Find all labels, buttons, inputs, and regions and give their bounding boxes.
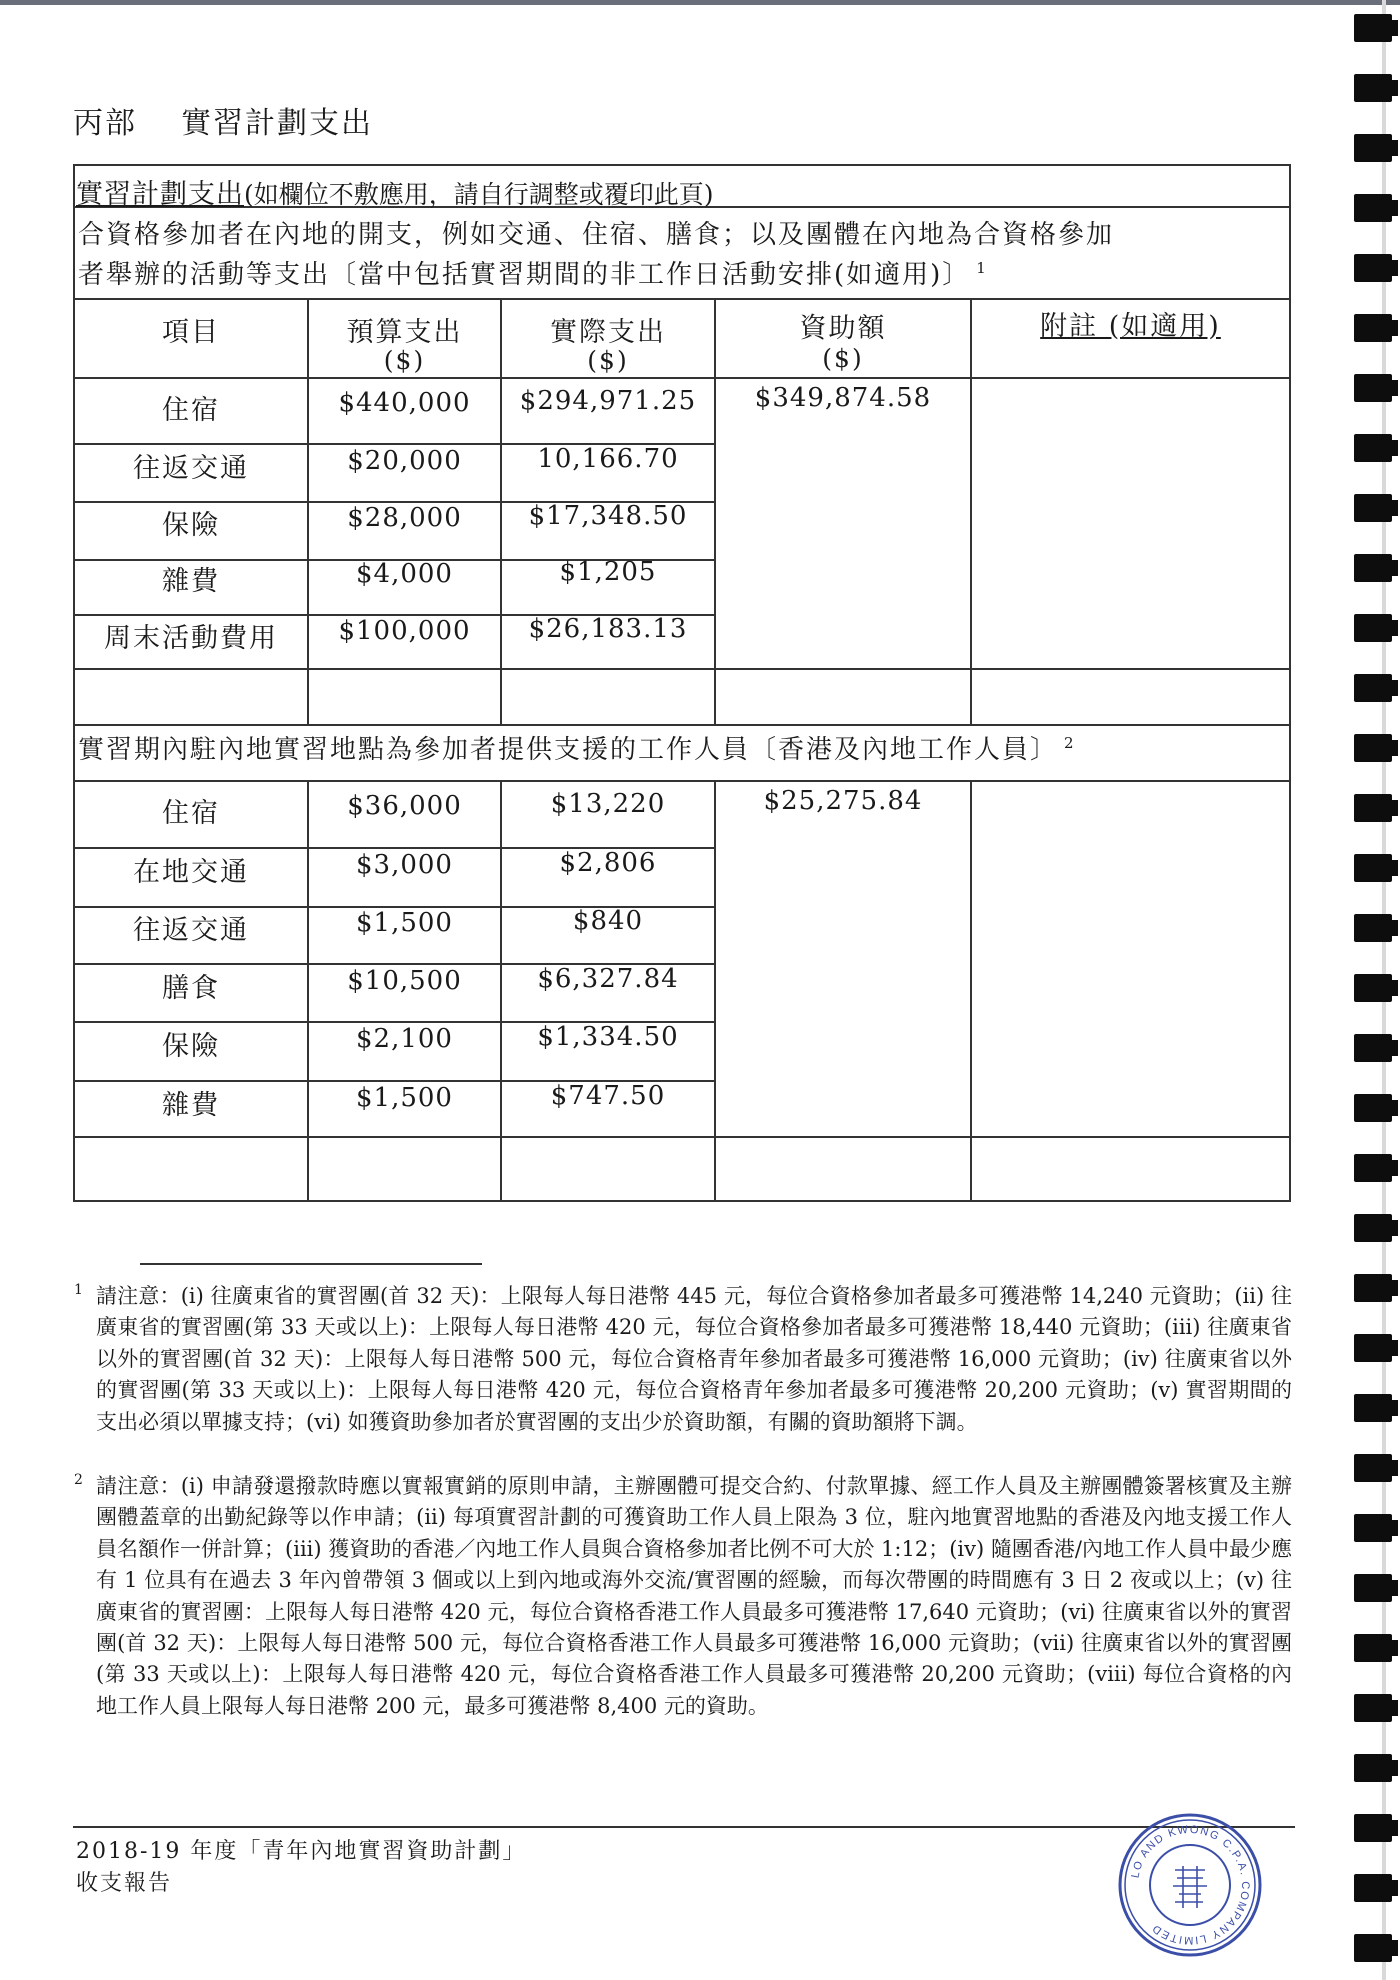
- footnote-ref-1: 1: [976, 259, 988, 278]
- section1-row-item: 往返交通: [133, 453, 249, 484]
- header-remarks: 附註 (如適用): [1040, 311, 1221, 342]
- footnote-2-text: 請注意：(i) 申請發還撥款時應以實報實銷的原則申請，主辦團體可提交合約、付款單據、經工作人員及主辦團體簽署核實及主辦團體蓋章的出勤紀錄等以作申請；(ii) 每項實習計劃的可獲資助工作人員上限為 3 位，駐內地實習地點的香港及內地支援工作人員名額作一併計算；(iii) 獲資助的香港／內地工作人員與合資格參加者比例不可大於 1:12；(iv) 隨團香港/內地工作人員中最少應有 1 位具有在過去 3 年內曾帶領 3 個或以上到內地或海外交流/實習團的經驗，而每次帶團的時間應有 3 日 2 夜或以上；(v) 往廣東省的實習團：上限每人每日港幣 420 元，每位合資格香港工作人員最多可獲港幣 17,640 元資助；(vi) 往廣東省以外的實習團(首 32 天)：上限每人每日港幣 500 元，每位合資格香港工作人員最多可獲港幣 16,000 元資助；(vii) 往廣東省以外的實習團(第 33 天或以上)：上限每人每日港幣 420 元，每位合資格香港工作人員最多可獲港幣 20,200 元資助；(viii) 每位合資格的內地工作人員上限每人每日港幣 200 元，最多可獲港幣 8,400 元的資助。: [96, 1474, 1292, 1718]
- header-item: 項目: [162, 317, 220, 348]
- section1-row-actual: $26,183.13: [528, 614, 688, 644]
- section1-row-actual: $294,971.25: [519, 386, 697, 416]
- section2-row-actual: $1,334.50: [537, 1022, 679, 1052]
- section2-row-item: 保險: [162, 1031, 220, 1062]
- col-rule: [714, 780, 716, 1202]
- footer-line2: 收支報告: [76, 1871, 173, 1896]
- section2-row-budget: $2,100: [356, 1024, 453, 1054]
- section1-row-item: 雜費: [162, 566, 220, 597]
- section1-row-actual: $1,205: [559, 557, 657, 587]
- section1-row-item: 周末活動費用: [104, 623, 278, 654]
- table-rule: [73, 298, 1291, 300]
- section1-subsidy: $349,874.58: [754, 383, 932, 413]
- section2-row-actual: $747.50: [550, 1081, 666, 1111]
- table-rule: [73, 724, 1291, 726]
- header-subsidy-currency: ($): [822, 344, 864, 373]
- section1-row-actual: 10,166.70: [537, 444, 679, 474]
- header-actual: 實際支出: [550, 317, 666, 348]
- table-caption: [76, 172, 714, 211]
- section2-description: 實習期內駐內地實習地點為參加者提供支援的工作人員〔香港及內地工作人員〕 $^2$: [78, 734, 1076, 765]
- section1-row-budget: $4,000: [356, 559, 453, 589]
- section1-row-budget: $20,000: [347, 446, 462, 476]
- footnote-separator: [140, 1263, 482, 1265]
- caption-note: (如欄位不敷應用，請自行調整或覆印此頁): [244, 180, 714, 209]
- caption-title: 實習計劃支出: [76, 179, 244, 210]
- section1-row-item: 住宿: [162, 395, 220, 426]
- footnote-2-mark: 2: [74, 1472, 83, 1488]
- col-rule: [970, 780, 972, 1202]
- table-rule: [73, 377, 1291, 379]
- section1-description-line2: 者舉辦的活動等支出〔當中包括實習期間的非工作日活動安排(如適用)〕 $^1$: [78, 259, 988, 290]
- section-heading: [73, 98, 417, 142]
- section2-row-budget: $1,500: [356, 908, 453, 938]
- section2-row-actual: $840: [572, 906, 644, 936]
- section2-row-budget: $3,000: [356, 850, 453, 880]
- header-budget-currency: ($): [383, 346, 426, 375]
- table-rule: [73, 1136, 1291, 1138]
- row-rule: [73, 668, 1291, 670]
- section1-row-budget: $28,000: [347, 503, 462, 533]
- section1-row-actual: $17,348.50: [528, 501, 688, 531]
- col-rule: [970, 298, 972, 724]
- footnote-1-text: 請注意：(i) 往廣東省的實習團(首 32 天)：上限每人每日港幣 445 元，每位合資格參加者最多可獲港幣 14,240 元資助；(ii) 往廣東省的實習團(第 33 天或以上)：上限每人每日港幣 420 元，每位合資格參加者最多可獲港幣 18,440 元資助；(iii) 往廣東省以外的實習團(首 32 天)：上限每人每日港幣 500 元，每位合資格青年參加者最多可獲港幣 16,000 元資助；(iv) 往廣東省以外的實習團(第 33 天或以上)：上限每人每日港幣 420 元，每位合資格青年參加者最多可獲港幣 20,200 元資助；(v) 實習期間的支出必須以單據支持；(vi) 如獲資助參加者於實習團的支出少於資助額，有關的資助額將下調。: [96, 1284, 1292, 1434]
- section-title: 實習計劃支出: [181, 106, 373, 141]
- section2-subsidy: $25,275.84: [763, 786, 923, 816]
- section2-row-actual: $13,220: [550, 789, 666, 819]
- section2-row-item: 在地交通: [133, 857, 249, 888]
- footnote-1: [74, 1281, 1292, 1438]
- section2-row-item: 雜費: [162, 1090, 220, 1121]
- header-subsidy: 資助額: [799, 313, 887, 344]
- section1-description-line1: 合資格參加者在內地的開支，例如交通、住宿、膳食；以及團體在內地為合資格參加: [78, 220, 1115, 250]
- footnote-2: [74, 1471, 1292, 1722]
- section2-row-budget: $10,500: [347, 966, 462, 996]
- section2-row-item: 往返交通: [133, 915, 249, 946]
- footer-rule: [73, 1826, 1295, 1828]
- footnote-ref-2: 2: [1064, 734, 1076, 753]
- company-seal-stamp: [1117, 1812, 1263, 1958]
- scan-top-edge: [0, 0, 1400, 5]
- svg-text:LO AND KWONG C.P.A. COMPANY LI: LO AND KWONG C.P.A. COMPANY LIMITED: [1129, 1823, 1252, 1947]
- spiral-binding: [1348, 0, 1400, 1980]
- footer-line1: 2018-19 年度「青年內地實習資助計劃」: [76, 1839, 527, 1864]
- footnote-1-mark: 1: [74, 1282, 83, 1298]
- section1-row-budget: $440,000: [338, 388, 471, 418]
- section1-row-item: 保險: [162, 510, 220, 541]
- section2-row-item: 住宿: [162, 798, 220, 829]
- section2-row-budget: $36,000: [347, 791, 462, 821]
- header-budget: 預算支出: [346, 317, 463, 348]
- section2-row-item: 膳食: [162, 973, 220, 1004]
- table-rule: [73, 780, 1291, 782]
- section-part: 丙部: [73, 106, 137, 141]
- section2-row-actual: $2,806: [559, 848, 657, 878]
- section2-row-budget: $1,500: [356, 1083, 453, 1113]
- header-actual-currency: ($): [587, 346, 629, 375]
- section1-row-budget: $100,000: [338, 616, 471, 646]
- section2-row-actual: $6,327.84: [537, 964, 679, 994]
